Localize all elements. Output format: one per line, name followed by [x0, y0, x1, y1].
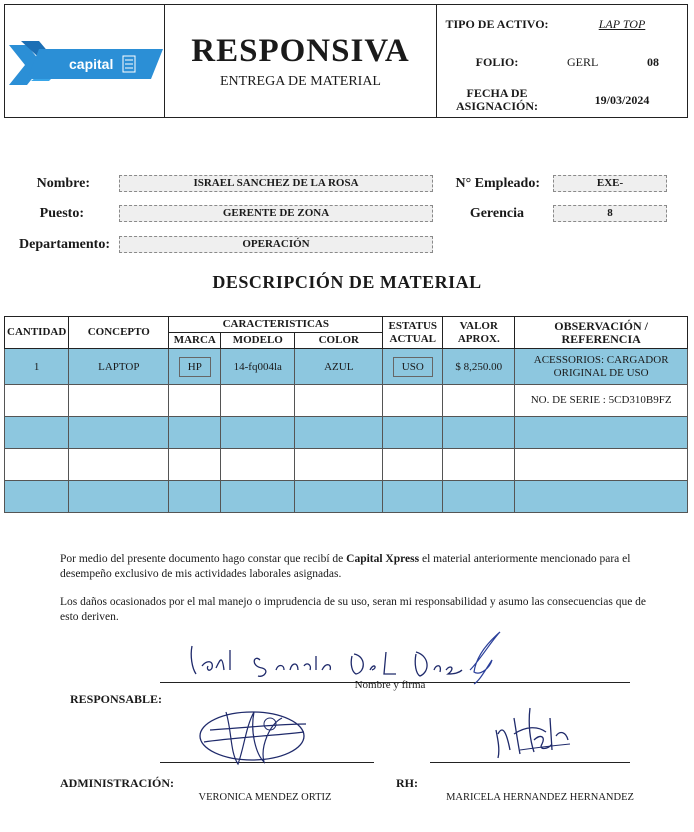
cell-observacion: [515, 349, 688, 385]
departamento-label: Departamento:: [19, 237, 110, 252]
folio-prefix: GERL: [567, 55, 599, 69]
svg-text:capital: capital: [69, 56, 114, 72]
cell-serie: NO. DE SERIE : 5CD310B9FZ: [515, 385, 688, 417]
info-sep: [437, 42, 688, 43]
col-estatus-line1: ESTATUS: [388, 319, 438, 332]
col-color: COLOR: [295, 333, 383, 349]
tipo-activo-value: LAP TOP: [598, 17, 646, 31]
logo-cell: [5, 5, 165, 117]
empleado-label: N° Empleado:: [455, 176, 540, 191]
fecha-row: [437, 81, 689, 119]
tipo-activo-label: TIPO DE ACTIVO:: [445, 17, 549, 31]
cell-concepto: LAPTOP: [69, 349, 169, 385]
nombre-label: Nombre:: [36, 176, 90, 191]
liability-paragraph: Los daños ocasionados por el mal manejo o imprudencia de su uso, seran mi responsabilidad y asumo las consecuencias que de esto deriven.: [60, 596, 647, 623]
administracion-signature: [190, 702, 320, 772]
p1-before: Por medio del presente documento hago constar que recibí de: [60, 553, 347, 565]
tipo-activo-row: [437, 5, 689, 43]
col-estatus-line2: ACTUAL: [389, 332, 436, 345]
col-concepto: CONCEPTO: [69, 317, 169, 349]
rh-name: MARICELA HERNANDEZ HERNANDEZ: [446, 792, 634, 803]
cell-cantidad: 1: [5, 349, 69, 385]
puesto-field: GERENTE DE ZONA: [119, 205, 433, 222]
responsable-label: RESPONSABLE:: [70, 692, 163, 706]
cell-marca: [169, 349, 221, 385]
col-valor: [443, 317, 515, 349]
material-table: [4, 316, 688, 513]
col-valor-line2: APROX.: [457, 332, 500, 345]
fecha-label: [437, 87, 557, 113]
nombre-firma-caption: Nombre y firma: [354, 679, 426, 691]
document-header: [4, 4, 688, 118]
col-valor-line1: VALOR: [459, 319, 498, 332]
receipt-paragraph: [60, 552, 660, 582]
table-header-row: [5, 317, 688, 333]
col-estatus: [383, 317, 443, 349]
table-row: [5, 417, 688, 449]
obs-line2: ORIGINAL DE USO: [553, 366, 649, 379]
administracion-label: ADMINISTRACIÓN:: [60, 776, 175, 790]
section-title: DESCRIPCIÓN DE MATERIAL: [212, 272, 482, 292]
folio-row: [437, 43, 689, 81]
info-cell: [437, 5, 689, 117]
document-title: RESPONSIVA: [191, 33, 410, 69]
obs-line1: ACESSORIOS: CARGADOR: [533, 353, 669, 366]
rh-line: [430, 762, 630, 763]
admin-name: VERONICA MENDEZ ORTIZ: [198, 792, 332, 803]
nombre-field: ISRAEL SANCHEZ DE LA ROSA: [119, 175, 433, 192]
col-caracteristicas: CARACTERISTICAS: [169, 317, 383, 333]
rh-label: RH:: [396, 776, 418, 790]
cell-valor: $ 8,250.00: [443, 349, 515, 385]
table-row: [5, 481, 688, 513]
rh-signature: [490, 700, 580, 762]
puesto-label: Puesto:: [39, 206, 84, 221]
title-cell: [165, 5, 437, 117]
table-row: [5, 385, 688, 417]
col-cantidad: CANTIDAD: [5, 317, 69, 349]
fecha-label-line1: FECHA DE: [466, 86, 528, 100]
gerencia-label: Gerencia: [469, 206, 524, 221]
col-observacion: OBSERVACIÓN / REFERENCIA: [515, 317, 688, 349]
company-name: Capital Xpress: [346, 553, 420, 565]
gerencia-field: 8: [553, 205, 667, 222]
cell-marca-box: HP: [179, 357, 211, 377]
col-marca: MARCA: [169, 333, 221, 349]
fecha-label-line2: ASIGNACIÓN:: [455, 99, 538, 113]
capital-xpress-logo: [5, 5, 163, 117]
document-subtitle: ENTREGA DE MATERIAL: [220, 74, 381, 89]
table-row: [5, 349, 688, 385]
table-row: [5, 449, 688, 481]
folio-value: [563, 51, 681, 73]
cell-modelo: 14-fq004la: [221, 349, 295, 385]
cell-estatus-box: USO: [393, 357, 433, 377]
folio-label: FOLIO:: [475, 55, 519, 69]
cell-color: AZUL: [295, 349, 383, 385]
responsable-signature: [180, 630, 510, 686]
departamento-field: OPERACIÓN: [119, 236, 433, 253]
p1-after: el material anteriormente mencionado para el desempeño exclusivo de mis actividades laborales asignadas.: [60, 553, 631, 580]
folio-number: 08: [647, 55, 659, 69]
empleado-field: EXE-: [553, 175, 667, 192]
cell-estatus: [383, 349, 443, 385]
fecha-value: 19/03/2024: [594, 93, 650, 107]
col-modelo: MODELO: [221, 333, 295, 349]
